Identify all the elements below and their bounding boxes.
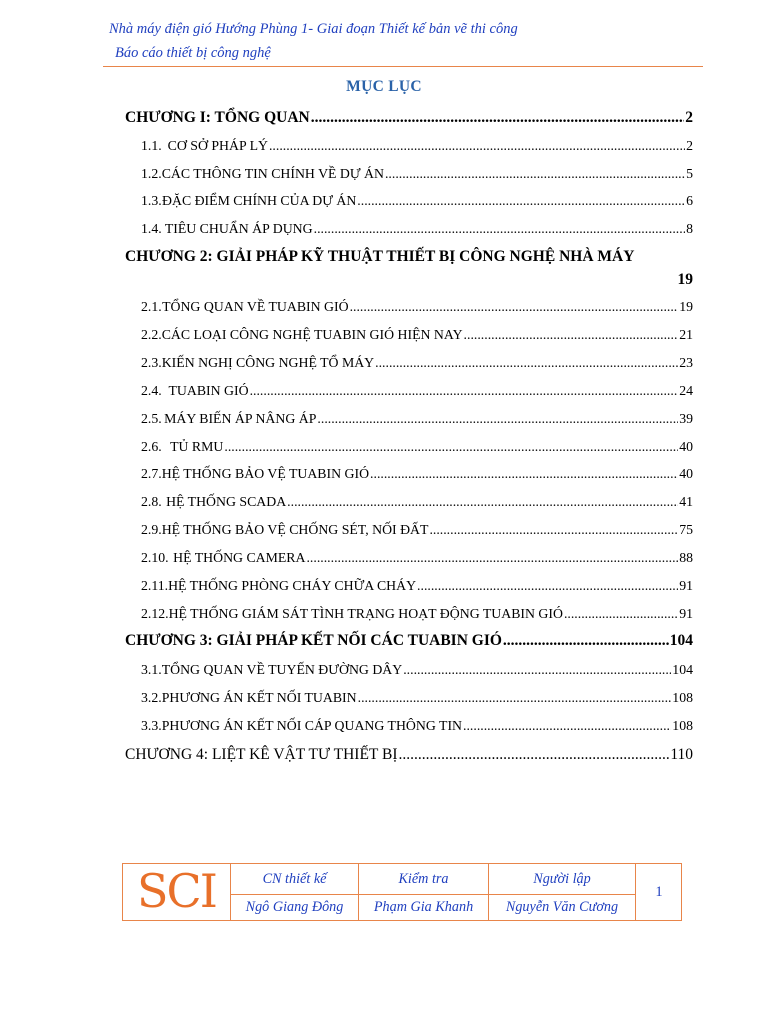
toc-page-number: 88: [679, 550, 693, 565]
toc-page-number: 2: [685, 109, 693, 126]
toc-section-2-2[interactable]: [141, 327, 693, 343]
toc-page-number: 19: [679, 299, 693, 314]
toc-section-number: 2.1.: [141, 299, 162, 314]
toc-page-number: 108: [672, 690, 693, 705]
logo-text: SCI: [137, 864, 216, 918]
toc-page-number: 23: [679, 355, 693, 370]
toc-section-2-9[interactable]: [141, 522, 693, 538]
toc-page-number: 104: [672, 662, 693, 677]
header-rule: [103, 66, 703, 67]
toc-chapter-3[interactable]: [125, 632, 693, 650]
toc-leader: [358, 690, 672, 706]
toc-section-number: 2.11.: [141, 578, 169, 593]
toc-section-label: HỆ THỐNG CAMERA: [173, 550, 306, 565]
toc-leader: [385, 166, 685, 182]
toc-leader: [463, 718, 671, 734]
toc-section-3-3[interactable]: [141, 718, 693, 734]
toc-page-number: 40: [679, 439, 693, 454]
toc-section-2-1[interactable]: [141, 299, 693, 315]
toc-section-label: HỆ THỐNG BẢO VỆ CHỐNG SÉT, NỐI ĐẤT: [161, 522, 429, 537]
toc-section-number: 1.4.: [141, 221, 162, 236]
toc-section-number: 2.4.: [141, 383, 162, 398]
toc-section-2-4[interactable]: [141, 383, 693, 399]
toc-section-1-3[interactable]: [141, 193, 693, 209]
toc-leader: [417, 578, 678, 594]
toc-leader: [370, 466, 678, 482]
toc-section-number: 2.6.: [141, 439, 162, 454]
toc-section-2-6[interactable]: [141, 439, 693, 455]
toc-leader: [317, 411, 678, 427]
toc-section-label: PHƯƠNG ÁN KẾT NỐI TUABIN: [161, 690, 357, 705]
toc-section-label: TỔNG QUAN VỀ TUYẾN ĐƯỜNG DÂY: [161, 662, 403, 677]
checker-heading: Kiểm tra: [359, 864, 489, 895]
toc-leader: [314, 221, 685, 237]
toc-leader: [287, 494, 678, 510]
toc-section-label: ĐẶC ĐIỂM CHÍNH CỦA DỰ ÁN: [162, 193, 357, 208]
designer-name: Ngô Giang Đông: [231, 895, 359, 920]
toc-section-number: 2.8.: [141, 494, 162, 509]
toc-leader: [250, 383, 679, 399]
toc-section-label: HỆ THỐNG GIÁM SÁT TÌNH TRẠNG HOẠT ĐỘNG TUABIN GIÓ: [168, 606, 563, 621]
toc-section-number: 3.3.: [141, 718, 162, 733]
toc-section-label: CƠ SỞ PHÁP LÝ: [167, 138, 268, 153]
toc-leader: [398, 746, 669, 764]
toc-section-2-8[interactable]: [141, 494, 693, 510]
toc-page-number: 40: [679, 466, 693, 481]
toc-section-1-2[interactable]: [141, 166, 693, 182]
toc-leader: [403, 662, 671, 678]
toc-page-number: 39: [679, 411, 693, 426]
toc-page-number: 41: [679, 494, 693, 509]
toc-chapter-label: CHƯƠNG I: TỔNG QUAN: [125, 109, 310, 126]
toc-section-label: TỔNG QUAN VỀ TUABIN GIÓ: [162, 299, 349, 314]
toc-leader: [564, 606, 678, 622]
toc-section-number: 1.2.: [141, 166, 162, 181]
company-logo: [123, 864, 231, 920]
toc-section-2-11[interactable]: [141, 578, 693, 594]
toc-section-label: TUABIN GIÓ: [168, 383, 249, 398]
toc-page-number: 91: [679, 606, 693, 621]
toc-section-label: HỆ THỐNG BẢO VỆ TUABIN GIÓ: [161, 466, 370, 481]
toc-section-2-12[interactable]: [141, 606, 693, 622]
toc-section-label: KIẾN NGHỊ CÔNG NGHỆ TỔ MÁY: [161, 355, 375, 370]
toc-section-label: HỆ THỐNG SCADA: [166, 494, 287, 509]
toc-page-number: 91: [679, 578, 693, 593]
toc-section-3-2[interactable]: [141, 690, 693, 706]
toc-section-label: TỦ RMU: [170, 439, 224, 454]
toc-section-label: HỆ THỐNG PHÒNG CHÁY CHỮA CHÁY: [168, 578, 417, 593]
page-number: 1: [655, 883, 663, 900]
toc-section-number: 2.3.: [141, 355, 162, 370]
toc-chapter-label: CHƯƠNG 3: GIẢI PHÁP KẾT NỐI CÁC TUABIN GIÓ: [125, 632, 502, 649]
toc-leader: [350, 299, 679, 315]
toc-page-number: 110: [670, 746, 693, 763]
toc-section-label: CÁC THÔNG TIN CHÍNH VỀ DỰ ÁN: [161, 166, 384, 181]
toc-page-number: 5: [686, 166, 693, 181]
toc-section-number: 2.7.: [141, 466, 162, 481]
toc-section-2-10[interactable]: [141, 550, 693, 566]
signature-block: [122, 863, 682, 921]
toc-page-number: 75: [679, 522, 693, 537]
designer-heading: CN thiết kế: [231, 864, 359, 895]
toc-leader: [429, 522, 678, 538]
toc-section-3-1[interactable]: [141, 662, 693, 678]
toc-section-2-7[interactable]: [141, 466, 693, 482]
toc-section-number: 3.2.: [141, 690, 162, 705]
toc-section-number: 2.9.: [141, 522, 162, 537]
toc-page-number: 8: [686, 221, 693, 236]
toc-leader: [306, 550, 678, 566]
toc-section-number: 1.1.: [141, 138, 162, 153]
toc-chapter-2-leader-line[interactable]: [125, 271, 693, 289]
toc-section-2-3[interactable]: [141, 355, 693, 371]
toc-section-1-1[interactable]: [141, 138, 693, 154]
toc-leader: [464, 327, 679, 343]
toc-leader: [357, 193, 685, 209]
toc-page-number: 24: [679, 383, 693, 398]
toc-page-number: 21: [679, 327, 693, 342]
toc-chapter-1[interactable]: [125, 109, 693, 127]
preparer-name: Nguyễn Văn Cương: [489, 895, 636, 920]
toc-section-number: 2.5.: [141, 411, 162, 426]
toc-section-number: 2.12.: [141, 606, 169, 621]
toc-chapter-label: CHƯƠNG 2: GIẢI PHÁP KỸ THUẬT THIẾT BỊ CÔNG NGHỆ NHÀ MÁY: [125, 248, 635, 265]
toc-leader: [224, 439, 678, 455]
header-report-title: Báo cáo thiết bị công nghệ: [115, 45, 271, 61]
toc-section-label: PHƯƠNG ÁN KẾT NỐI CÁP QUANG THÔNG TIN: [161, 718, 463, 733]
toc-leader: [269, 138, 685, 154]
toc-title: MỤC LỤC: [346, 78, 422, 95]
toc-chapter-4[interactable]: [125, 746, 693, 764]
toc-section-2-5[interactable]: [141, 411, 693, 427]
toc-chapter-2[interactable]: [125, 248, 634, 266]
toc-page-number: 2: [686, 138, 693, 153]
toc-page-number: 108: [672, 718, 693, 733]
toc-page-number: 19: [677, 271, 693, 288]
header-project-title: Nhà máy điện gió Hướng Phùng 1- Giai đoạn Thiết kế bản vẽ thi công: [109, 21, 518, 37]
toc-section-number: 2.10.: [141, 550, 169, 565]
toc-section-label: MÁY BIẾN ÁP NÂNG ÁP: [164, 411, 317, 426]
toc-leader: [503, 632, 669, 650]
toc-section-label: CÁC LOẠI CÔNG NGHỆ TUABIN GIÓ HIỆN NAY: [161, 327, 463, 342]
toc-section-label: TIÊU CHUẨN ÁP DỤNG: [164, 221, 313, 236]
checker-name: Phạm Gia Khanh: [359, 895, 489, 920]
toc-leader: [375, 355, 678, 371]
toc-page-number: 104: [669, 632, 693, 649]
toc-page-number: 6: [686, 193, 693, 208]
toc-section-number: 2.2.: [141, 327, 162, 342]
toc-section-1-4[interactable]: [141, 221, 693, 237]
toc-chapter-label: CHƯƠNG 4: LIỆT KÊ VẬT TƯ THIẾT BỊ: [125, 746, 398, 763]
toc-section-number: 1.3.: [141, 193, 162, 208]
preparer-heading: Người lập: [489, 864, 636, 895]
toc-leader: [311, 109, 685, 127]
toc-section-number: 3.1.: [141, 662, 162, 677]
